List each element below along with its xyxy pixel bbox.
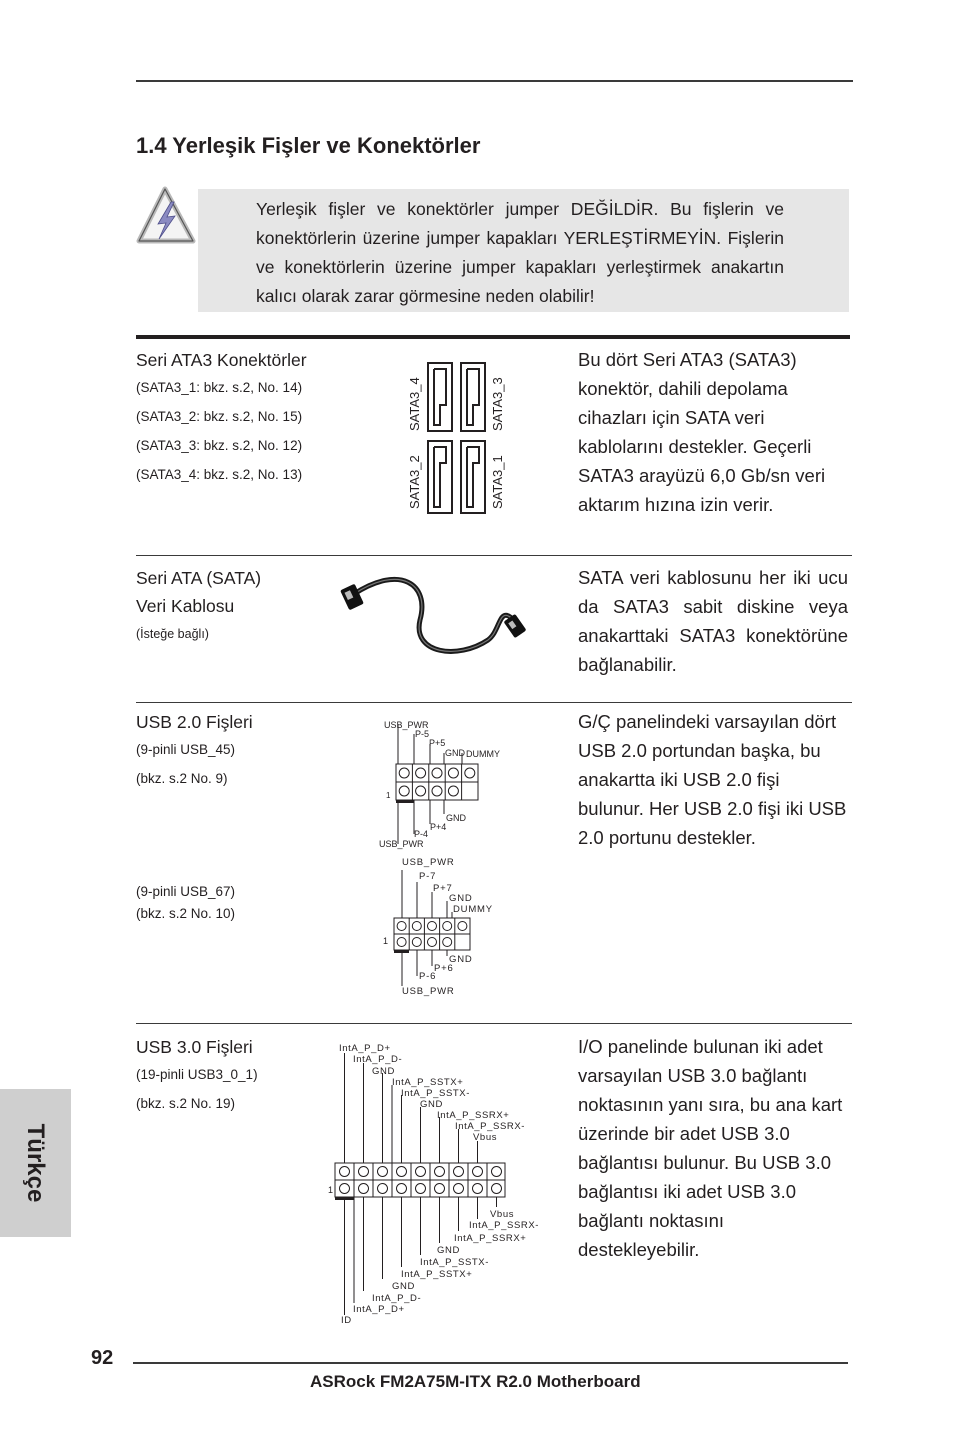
usb3-label-top-3: GND <box>372 1066 395 1077</box>
usb3-label-bottom-6: IntA_P_SSTX+ <box>401 1269 473 1280</box>
usb3-description: I/O panelinde bulunan iki adet varsayılan USB 3.0 bağlantı noktasının yanı sıra, bu ana kart üzerinde bir adet USB 3.0 bağlantısı bulunur. Bu USB 3.0 bağlantısı iki adet USB 3.0 bağlantı noktasını destekleyebilir. <box>578 1036 843 1260</box>
warning-lightning-icon <box>136 186 202 246</box>
sata3-item-2: (SATA3_2: bkz. s.2, No. 15) <box>136 409 303 424</box>
usb2-h2-label-p+7: P+7 <box>433 883 453 894</box>
usb3-label-bottom-7: GND <box>392 1281 415 1292</box>
usb2-h2-label-p+6: P+6 <box>434 963 454 974</box>
usb3-header-diagram <box>325 1037 550 1329</box>
rule-usb3 <box>136 1023 852 1024</box>
usb2-h1-label-p-5: P-5 <box>415 729 430 739</box>
usb2-item-1: (9-pinli USB_45) <box>136 742 236 757</box>
usb2-item-2-ref: (bkz. s.2 No. 10) <box>136 906 236 921</box>
usb2-h2-label-gnd: GND <box>449 893 473 904</box>
usb2-h1-pin1: 1 <box>386 791 391 800</box>
usb2-h1-label-usb-pwr: USB_PWR <box>384 720 429 730</box>
footer-product: ASRock FM2A75M-ITX R2.0 Motherboard <box>310 1372 641 1391</box>
sata3-item-4: (SATA3_4: bkz. s.2, No. 13) <box>136 467 303 482</box>
usb3-pin1: 1 <box>328 1185 334 1195</box>
sata3-connectors-diagram <box>400 355 515 520</box>
usb2-h2-label-gnd-bottom: GND <box>449 954 473 965</box>
usb3-label-top-1: IntA_P_D+ <box>339 1043 391 1054</box>
usb3-label-top-9: Vbus <box>473 1132 498 1143</box>
usb3-label-top-5: IntA_P_SSTX- <box>401 1088 470 1099</box>
top-rule <box>136 80 853 82</box>
usb2-h1-label-dummy: DUMMY <box>466 749 500 759</box>
usb3-item: (19-pinli USB3_0_1) <box>136 1067 258 1082</box>
thick-rule <box>136 335 850 339</box>
usb3-label-bottom-10: ID <box>341 1315 352 1326</box>
usb3-label-bottom-1: Vbus <box>490 1209 515 1220</box>
usb3-label-bottom-9: IntA_P_D+ <box>353 1304 405 1315</box>
sata3-description: Bu dört Seri ATA3 (SATA3) konektör, dahili depolama cihazları için SATA veri kablolarını destekler. Geçerli SATA3 arayüzü 6,0 Gb/sn veri aktarım hızına izin verir. <box>578 349 826 515</box>
usb2-item-2: (9-pinli USB_67) <box>136 884 236 899</box>
usb2-header-1-diagram <box>370 716 530 852</box>
usb2-h1-label-p+5: P+5 <box>429 738 446 748</box>
usb2-h2-label-p-6: P-6 <box>419 971 437 982</box>
usb3-title: USB 3.0 Fişleri <box>136 1037 253 1057</box>
usb3-label-top-4: IntA_P_SSTX+ <box>392 1077 464 1088</box>
usb3-label-bottom-2: IntA_P_SSRX- <box>469 1220 540 1231</box>
usb3-label-bottom-4: GND <box>437 1245 460 1256</box>
section-title: 1.4 Yerleşik Fişler ve Konektörler <box>136 133 481 158</box>
language-tab-label: Türkçe <box>22 1123 49 1203</box>
sata-cable-image <box>340 570 540 665</box>
usb3-label-top-8: IntA_P_SSRX- <box>455 1121 526 1132</box>
sata3-4-label: SATA3_4 <box>407 377 422 431</box>
usb2-h2-label-dummy: DUMMY <box>453 904 493 915</box>
usb2-item-1-ref: (bkz. s.2 No. 9) <box>136 771 228 786</box>
usb2-h2-label-p-7: P-7 <box>419 871 437 882</box>
sata-cable-note: (İsteğe bağlı) <box>136 627 209 641</box>
usb2-h1-label-gnd-bottom: GND <box>446 813 466 823</box>
usb2-h1-label-p+4: P+4 <box>430 822 447 832</box>
usb2-h1-label-usb-pwr-bottom: USB_PWR <box>379 839 424 849</box>
sata3-2-label: SATA3_2 <box>407 455 422 509</box>
language-side-tab <box>0 1089 71 1237</box>
warning-text: Yerleşik fişler ve konektörler jumper DEĞİLDİR. Bu fişlerin ve konektörlerin üzerine jumper kapakları YERLEŞTİRMEYİN. Fişlerin ve konektörlerin üzerine jumper kapakları yerleştirmek anakartın kalıcı olarak zarar görmesine neden olabilir! <box>256 199 784 306</box>
usb3-label-bottom-5: IntA_P_SSTX- <box>420 1257 489 1268</box>
sata3-item-3: (SATA3_3: bkz. s.2, No. 12) <box>136 438 303 453</box>
rule-usb2 <box>136 702 852 703</box>
sata3-1-label: SATA3_1 <box>490 455 505 509</box>
usb3-label-top-2: IntA_P_D- <box>353 1054 403 1065</box>
usb2-h1-label-gnd: GND <box>445 748 465 758</box>
footer-rule <box>133 1362 848 1364</box>
usb2-h2-label-usb-pwr-bottom: USB_PWR <box>402 986 455 997</box>
usb2-h2-label-usb-pwr: USB_PWR <box>402 857 455 868</box>
page-number: 92 <box>91 1347 114 1369</box>
sata-cable-description: SATA veri kablosunu her iki ucu da SATA3 sabit diskine veya anakarttaki SATA3 konektörüne bağlanabilir. <box>578 567 848 675</box>
usb3-ref: (bkz. s.2 No. 19) <box>136 1096 236 1111</box>
usb3-label-bottom-8: IntA_P_D- <box>372 1293 422 1304</box>
sata-cable-title-2: Veri Kablosu <box>136 596 235 616</box>
sata3-item-1: (SATA3_1: bkz. s.2, No. 14) <box>136 380 303 395</box>
sata3-3-label: SATA3_3 <box>490 377 505 431</box>
usb3-label-top-6: GND <box>420 1099 443 1110</box>
sata-cable-title-1: Seri ATA (SATA) <box>136 568 262 588</box>
sata3-title: Seri ATA3 Konektörler <box>136 350 307 370</box>
usb2-description: G/Ç panelindeki varsayılan dört USB 2.0 portundan başka, bu anakartta iki USB 2.0 fişi bulunur. Her USB 2.0 fişi iki USB 2.0 portunu destekler. <box>578 711 847 848</box>
usb2-header-2-diagram <box>376 854 536 999</box>
usb2-h1-label-p-4: P-4 <box>414 829 429 839</box>
usb3-label-bottom-3: IntA_P_SSRX+ <box>454 1233 527 1244</box>
usb2-title: USB 2.0 Fişleri <box>136 712 253 732</box>
rule-sata-cable <box>136 555 852 556</box>
usb3-label-top-7: IntA_P_SSRX+ <box>437 1110 510 1121</box>
usb2-h2-pin1: 1 <box>383 936 389 946</box>
